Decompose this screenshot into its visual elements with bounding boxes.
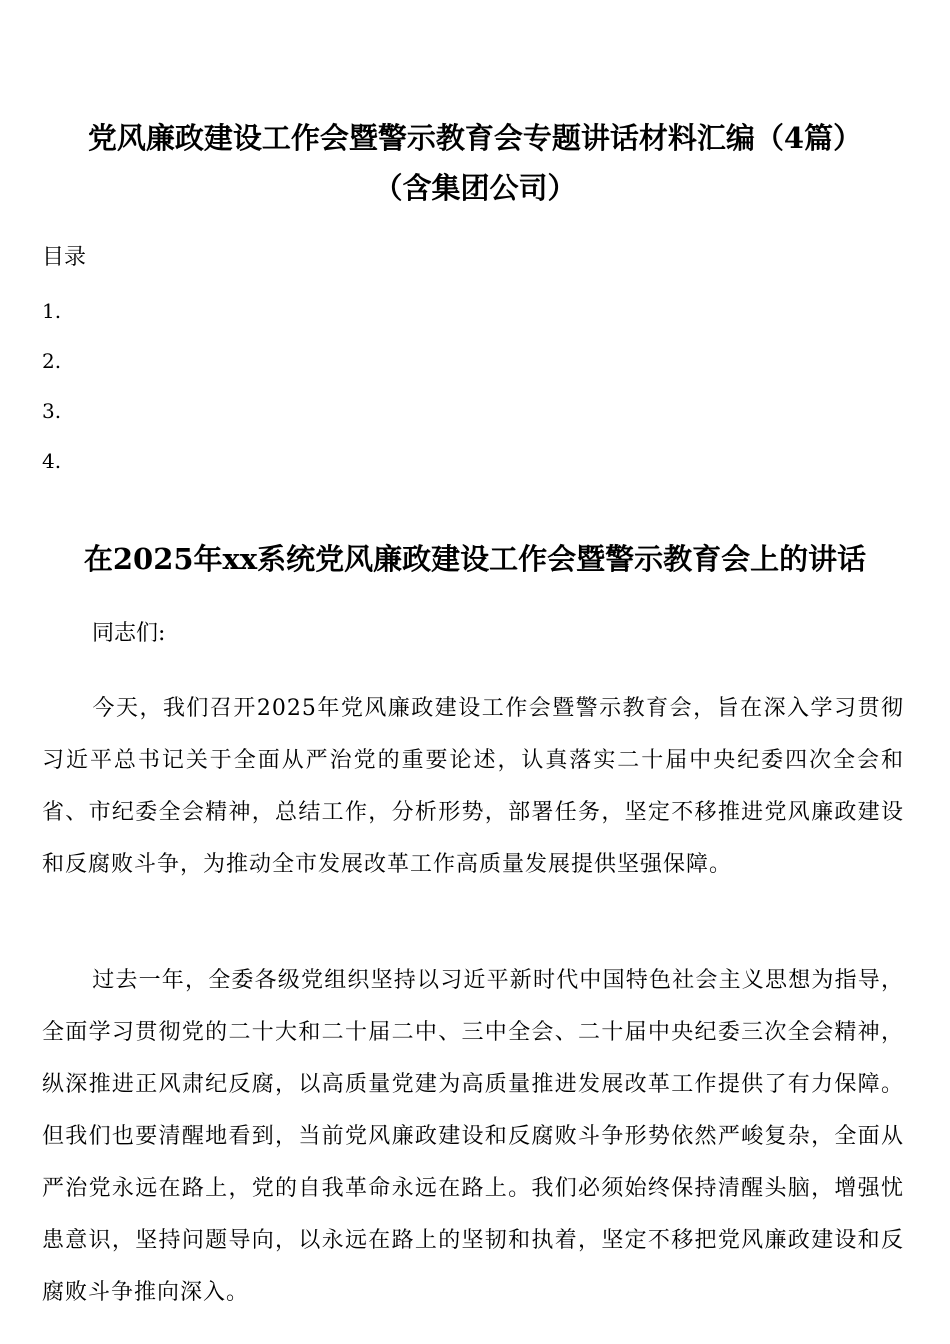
- document-title: 党风廉政建设工作会暨警示教育会专题讲话材料汇编（4篇）: [87, 121, 863, 155]
- paragraph-text: 今天，我们召开2025年党风廉政建设工作会暨警示教育会，旨在深入学习贯彻习近平总书记关于全面从严治党的重要论述，认真落实二十届中央纪委四次全会和省、市纪委全会精神，总结工作，分析形势，部署任务，坚定不移推进党风廉政建设和反腐败斗争，为推动全市发展改革工作高质量发展提供坚强保障。: [42, 696, 904, 877]
- body-paragraph: [42, 683, 904, 891]
- toc-item: 2.: [42, 349, 62, 373]
- section-title: 在2025年xx系统党风廉政建设工作会暨警示教育会上的讲话: [83, 542, 867, 576]
- toc-item: 4.: [42, 449, 62, 473]
- document-subtitle: （含集团公司）: [373, 171, 577, 205]
- table-of-contents: [42, 294, 61, 494]
- toc-heading: 目录: [42, 245, 87, 270]
- toc-item: 3.: [42, 399, 62, 423]
- salutation: 同志们:: [92, 621, 166, 646]
- paragraph-text: 过去一年，全委各级党组织坚持以习近平新时代中国特色社会主义思想为指导，全面学习贯彻党的二十大和二十届二中、三中全会、二十届中央纪委三次全会精神，纵深推进正风肃纪反腐，以高质量党建为高质量推进发展改革工作提供了有力保障。但我们也要清醒地看到，当前党风廉政建设和反腐败斗争形势依然严峻复杂，全面从严治党永远在路上，党的自我革命永远在路上。我们必须始终保持清醒头脑，增强忧患意识，坚持问题导向，以永远在路上的坚韧和执着，坚定不移把党风廉政建设和反腐败斗争推向深入。: [42, 968, 904, 1305]
- body-paragraph: [42, 955, 904, 1319]
- toc-item: 1.: [42, 299, 62, 323]
